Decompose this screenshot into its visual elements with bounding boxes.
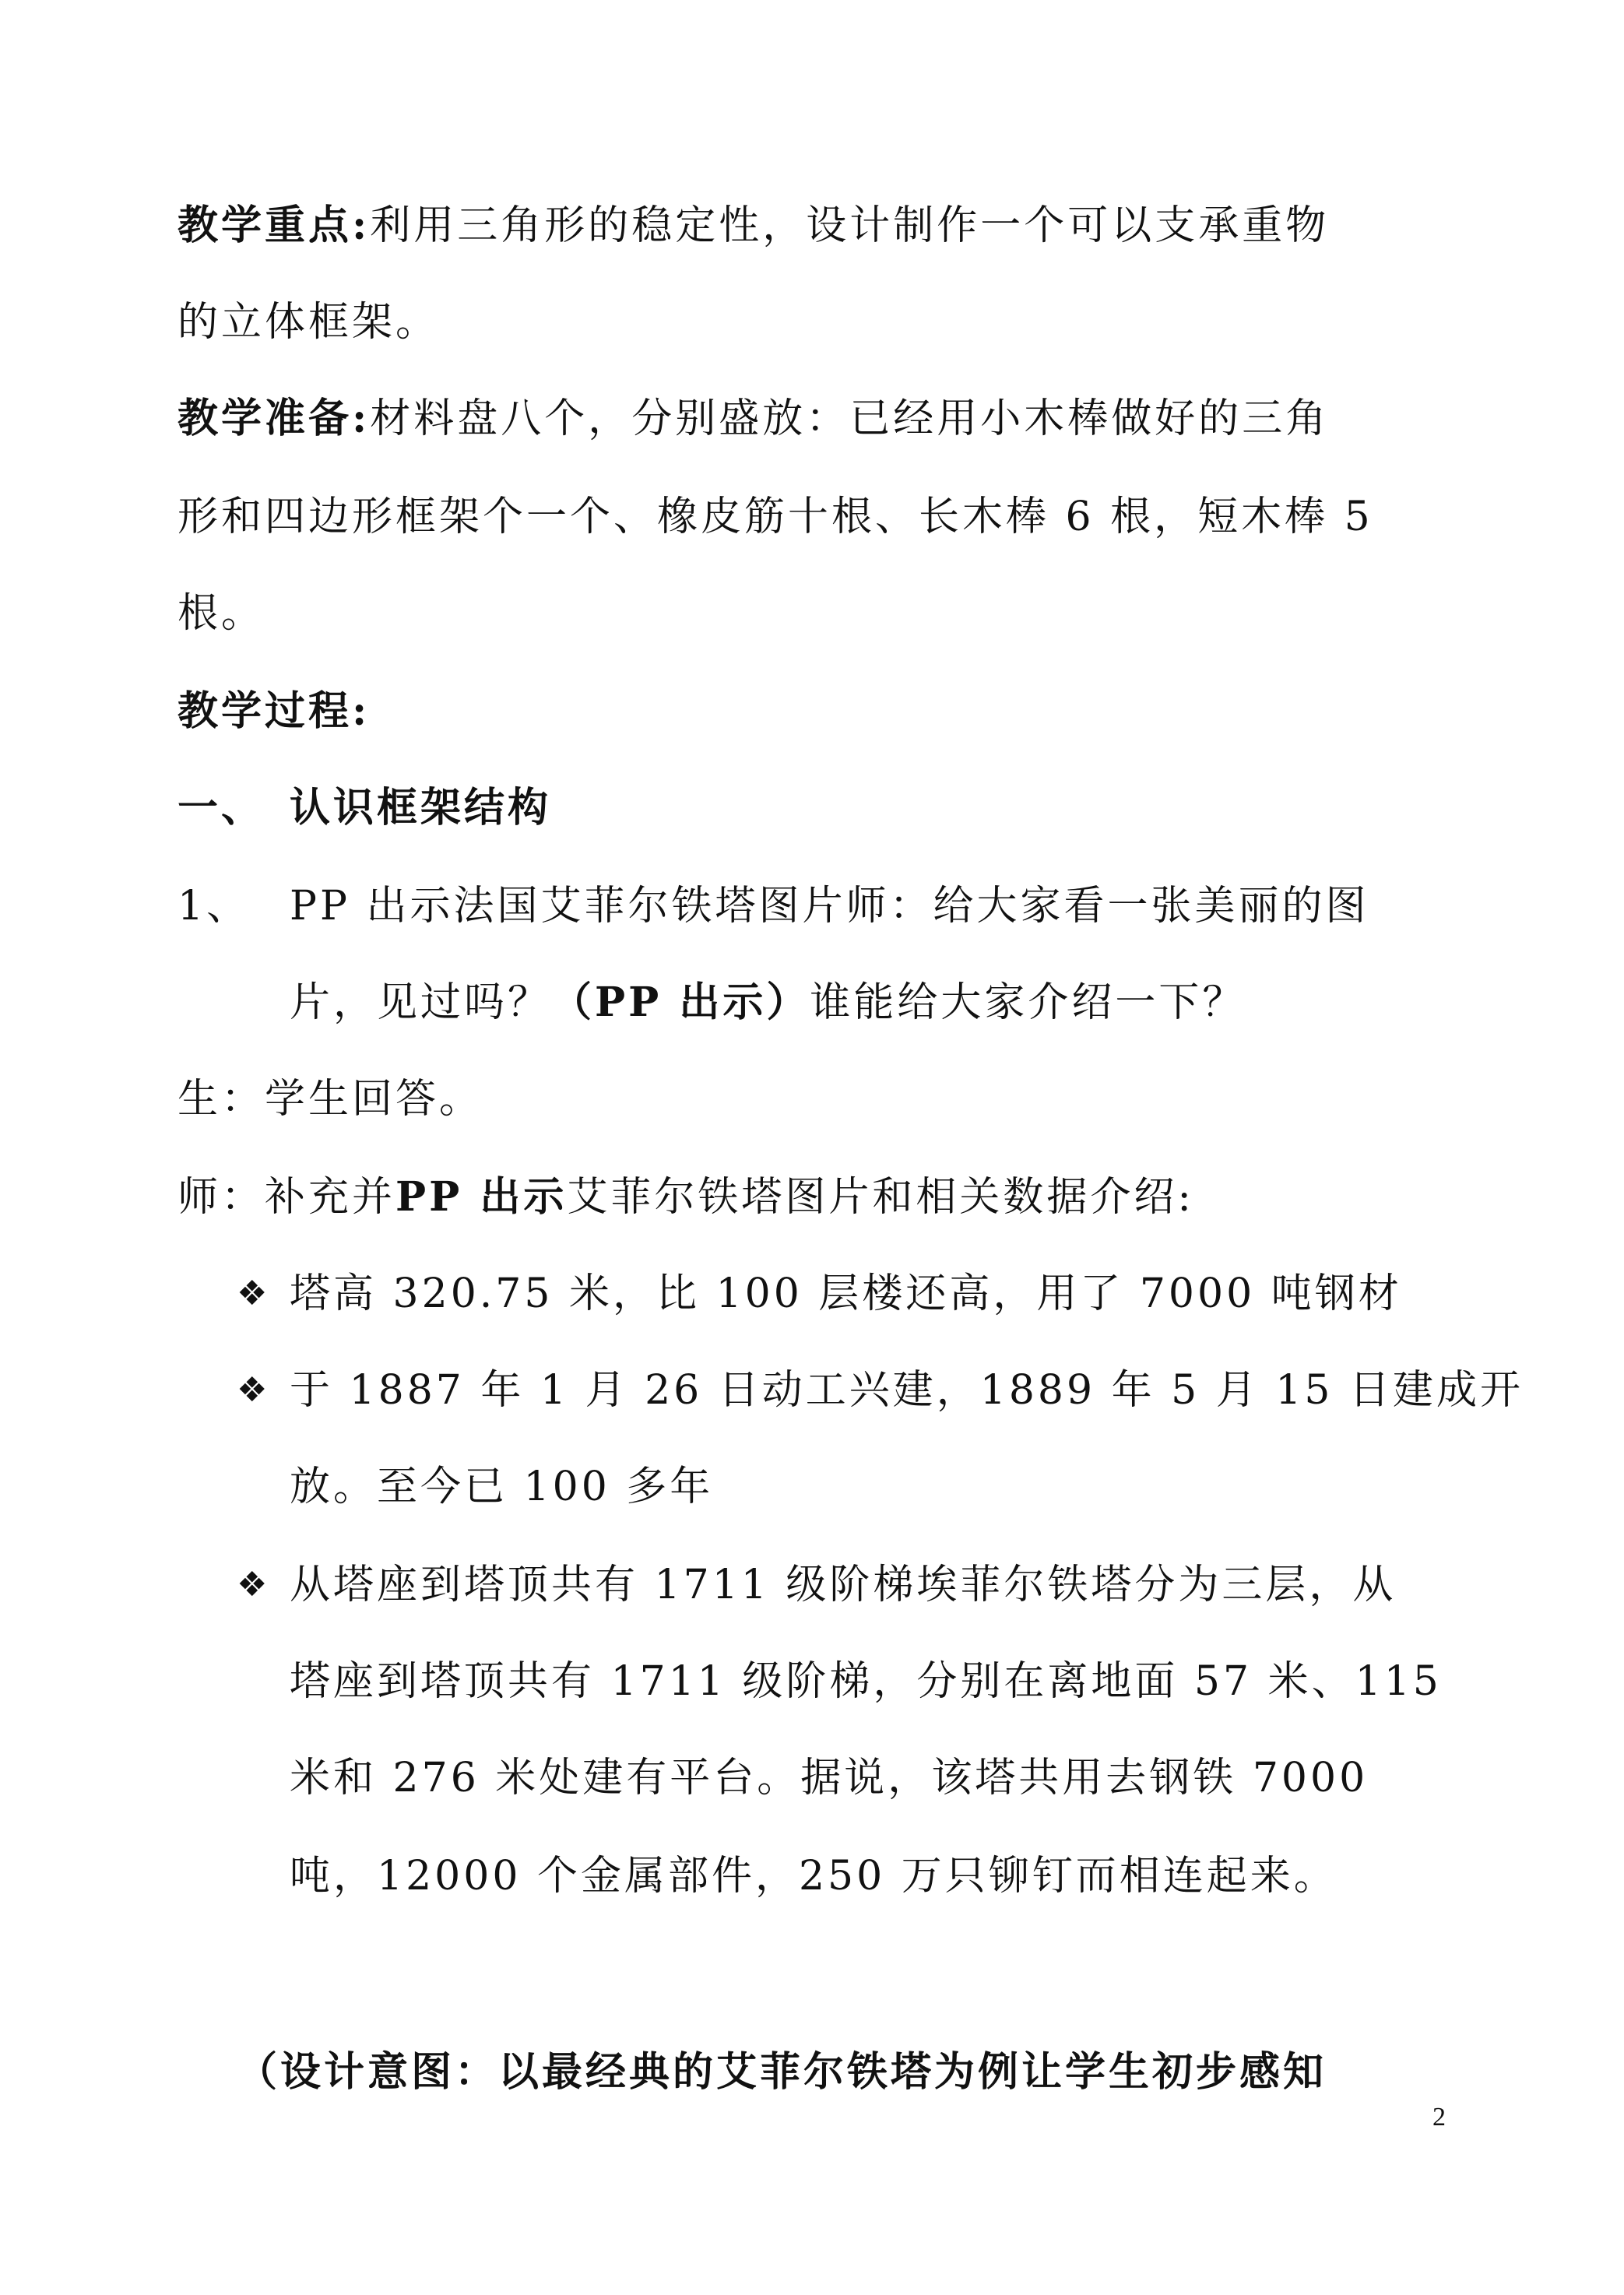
- item-1-line-2: [290, 978, 1246, 1028]
- teaching-prep-label: 教学准备:: [178, 395, 371, 442]
- bullet-1-symbol: ❖: [237, 1274, 268, 1313]
- bullet-2-symbol: ❖: [237, 1370, 268, 1410]
- item-1-line-1: PP 出示法国艾菲尔铁塔图片师：给大家看一张美丽的图: [290, 883, 1369, 930]
- bullet-2-line-1: 于 1887 年 1 月 26 日动工兴建，1889 年 5 月 15 日建成开: [290, 1367, 1524, 1414]
- section-1-title: 认识框架结构: [290, 784, 552, 831]
- item-1-question: 片，见过吗？: [290, 979, 552, 1026]
- teacher-suffix: 艾菲尔铁塔图片和相关数据介绍:: [567, 1174, 1194, 1221]
- teaching-process-heading: 教学过程:: [178, 687, 371, 735]
- bullet-3-line-2: 塔座到塔顶共有 1711 级阶梯，分别在离地面 57 米、115: [290, 1658, 1442, 1705]
- bullet-2-line-2: 放。至今已 100 多年: [290, 1464, 714, 1510]
- bullet-3-symbol: ❖: [237, 1565, 268, 1604]
- teaching-focus-text: 利用三角形的稳定性，设计制作一个可以支承重物: [370, 202, 1330, 249]
- bullet-3-line-4: 吨，12000 个金属部件，250 万只铆钉而相连起来。: [290, 1853, 1338, 1900]
- teaching-focus-line-2: 的立体框架。: [178, 299, 440, 346]
- student-answer: 生：学生回答。: [178, 1076, 483, 1123]
- design-intent: （设计意图：以最经典的艾菲尔铁塔为例让学生初步感知: [237, 2048, 1327, 2096]
- teaching-focus-line: [178, 201, 1329, 251]
- bullet-3-line-1: 从塔座到塔顶共有 1711 级阶梯埃菲尔铁塔分为三层，从: [290, 1562, 1397, 1608]
- teaching-prep-text: 材料盘八个，分别盛放：已经用小木棒做好的三角: [370, 395, 1330, 442]
- teacher-line: [178, 1172, 1194, 1222]
- item-1-number: 1、: [178, 883, 251, 930]
- teaching-prep-line-3: 根。: [178, 590, 265, 637]
- section-1-number: 一、: [178, 784, 265, 831]
- bullet-1-text: 塔高 320.75 米，比 100 层楼还高，用了 7000 吨钢材: [290, 1271, 1402, 1317]
- page-number: 2: [1432, 2103, 1446, 2132]
- teaching-prep-line-2: 形和四边形框架个一个、橡皮筋十根、长木棒 6 根，短木棒 5: [178, 494, 1373, 540]
- teacher-pp-note: PP 出示: [395, 1173, 568, 1221]
- item-1-prompt: 谁能给大家介绍一下？: [810, 979, 1246, 1026]
- teaching-focus-label: 教学重点:: [178, 202, 371, 249]
- teaching-prep-line: [178, 394, 1329, 444]
- item-1-pp-note: （PP 出示）: [551, 979, 810, 1026]
- bullet-3-line-3: 米和 276 米处建有平台。据说，该塔共用去钢铁 7000: [290, 1755, 1369, 1801]
- teacher-prefix: 师：补充并: [178, 1174, 396, 1221]
